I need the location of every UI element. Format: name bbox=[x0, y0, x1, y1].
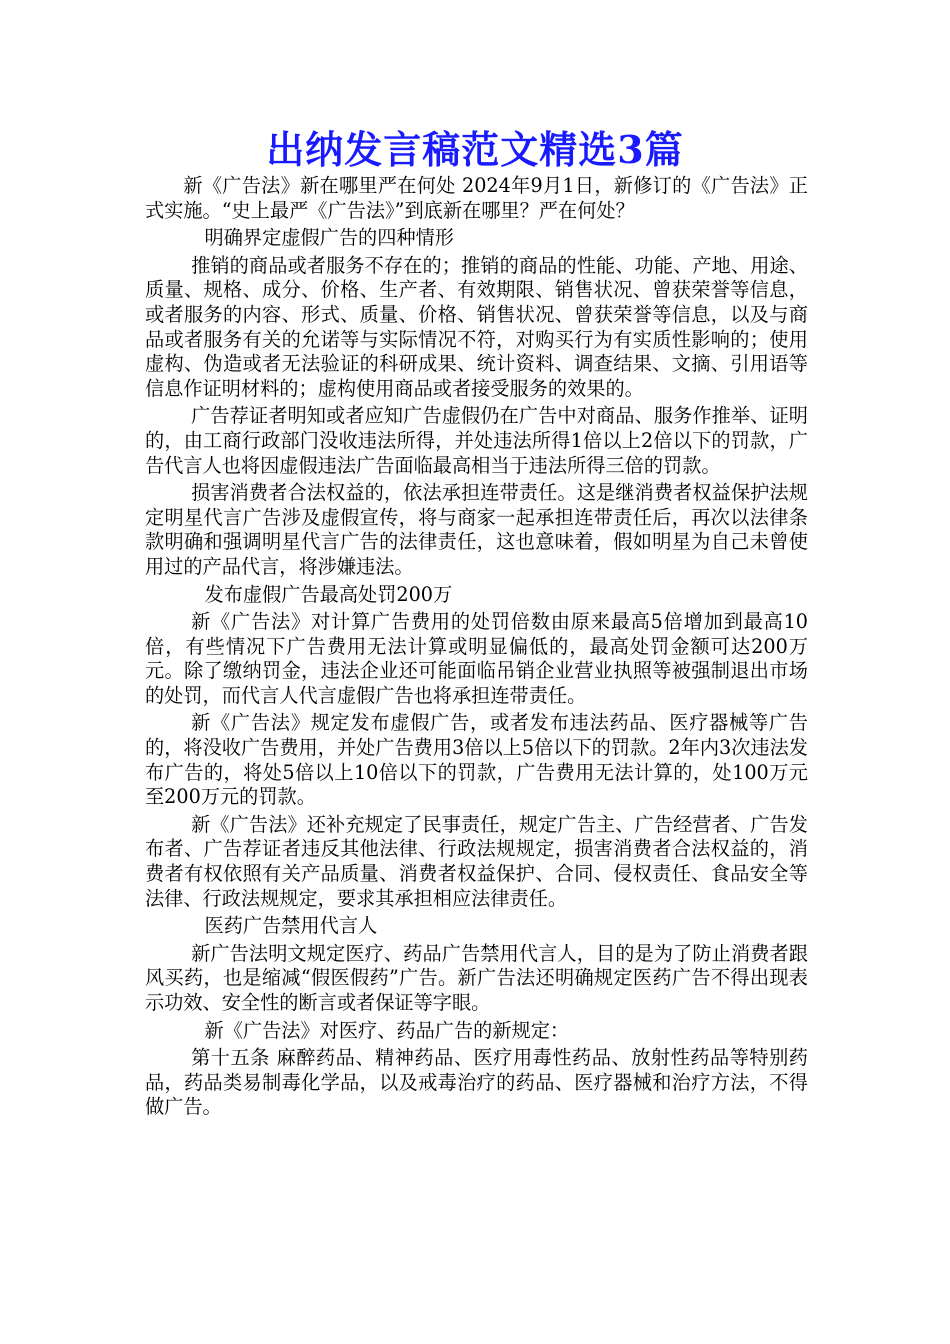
document-body bbox=[145, 174, 808, 1123]
paragraph: 新《广告法》规定发布虚假广告，或者发布违法药品、医疗器械等广告的，将没收广告费用，并处广告费用3倍以上5倍以下的罚款。2年内3次违法发布广告的，将处5倍以上10倍以下的罚款，广告费用无法计算的，处100万元至200万元的罚款。 bbox=[145, 711, 808, 809]
section-heading: 新《广告法》对医疗、药品广告的新规定： bbox=[204, 1018, 570, 1042]
paragraph: 推销的商品或者服务不存在的；推销的商品的性能、功能、产地、用途、质量、规格、成分、价格、生产者、有效期限、销售状况、曾获荣誉等信息，或者服务的内容、形式、质量、价格、销售状况、曾获荣誉等信息，以及与商品或者服务有关的允诺等与实际情况不符，对购买行为有实质性影响的；使用虚构、伪造或者无法验证的科研成果、统计资料、调查结果、文摘、引用语等信息作证明材料的；虚构使用商品或者接受服务的效果的。 bbox=[145, 253, 808, 400]
section-heading: 发布虚假广告最高处罚200万 bbox=[204, 582, 453, 606]
section-heading: 医药广告禁用代言人 bbox=[204, 914, 378, 938]
paragraph: 新《广告法》新在哪里严在何处 2024年9月1日，新修订的《广告法》正式实施。“史上最严《广告法》”到底新在哪里？严在何处？ bbox=[145, 174, 808, 222]
paragraph: 广告荐证者明知或者应知广告虚假仍在广告中对商品、服务作推举、证明的，由工商行政部门没收违法所得，并处违法所得1倍以上2倍以下的罚款，广告代言人也将因虚假违法广告面临最高相当于违法所得三倍的罚款。 bbox=[145, 404, 808, 477]
document-title: 出纳发言稿范文精选3篇 bbox=[266, 127, 684, 172]
paragraph: 损害消费者合法权益的，依法承担连带责任。这是继消费者权益保护法规定明星代言广告涉及虚假宣传，将与商家一起承担连带责任后，再次以法律条款明确和强调明星代言广告的法律责任，这也意味着，假如明星为自己未曾使用过的产品代言，将涉嫌违法。 bbox=[145, 481, 808, 578]
paragraph: 第十五条 麻醉药品、精神药品、医疗用毒性药品、放射性药品等特别药品，药品类易制毒化学品，以及戒毒治疗的药品、医疗器械和治疗方法，不得做广告。 bbox=[145, 1046, 808, 1119]
paragraph: 新广告法明文规定医疗、药品广告禁用代言人，目的是为了防止消费者跟风买药，也是缩减“假医假药”广告。新广告法还明确规定医药广告不得出现表示功效、安全性的断言或者保证等字眼。 bbox=[145, 941, 808, 1014]
paragraph: 新《广告法》对计算广告费用的处罚倍数由原来最高5倍增加到最高10倍，有些情况下广告费用无法计算或明显偏低的，最高处罚金额可达200万元。除了缴纳罚金，违法企业还可能面临吊销企业营业执照等被强制退出市场的处罚，而代言人代言虚假广告也将承担连带责任。 bbox=[145, 610, 808, 707]
paragraph: 新《广告法》还补充规定了民事责任，规定广告主、广告经营者、广告发布者、广告荐证者违反其他法律、行政法规规定，损害消费者合法权益的，消费者有权依照有关产品质量、消费者权益保护、合同、侵权责任、食品安全等法律、行政法规规定，要求其承担相应法律责任。 bbox=[145, 812, 808, 910]
section-heading: 明确界定虚假广告的四种情形 bbox=[204, 226, 454, 250]
